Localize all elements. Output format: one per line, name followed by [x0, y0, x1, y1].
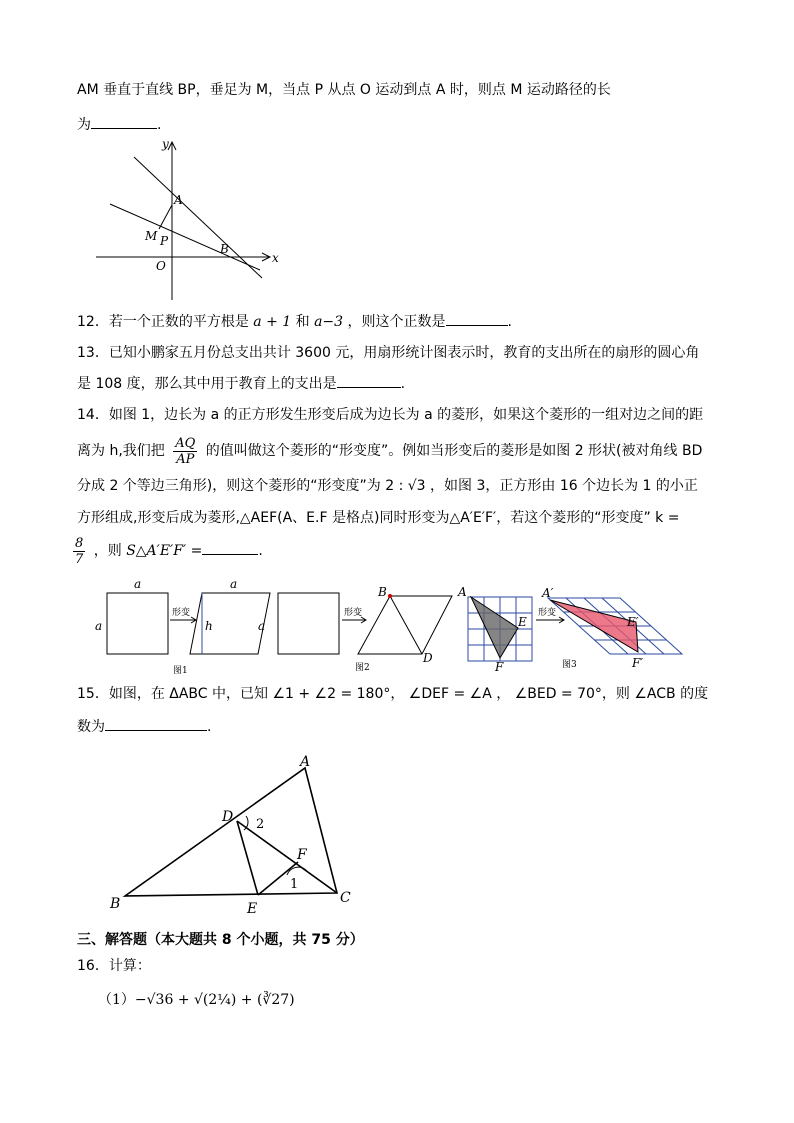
q13-line1: 13．已知小鹏家五月份总支出共计 3600 元，用扇形统计图表示时，教育的支出所在的扇形的圆心角	[77, 345, 700, 361]
fig3-f-prime: F′	[632, 656, 644, 670]
q12-prefix: 12．若一个正数的平方根是	[77, 314, 249, 330]
fig1-a-left: a	[95, 619, 103, 633]
fig-label-1: 图1	[173, 666, 188, 676]
triangle-abc	[125, 768, 337, 896]
label-c: C	[340, 890, 351, 906]
fig-label-3: 图3	[562, 660, 577, 670]
q16-part1: （1）−√36 + √(2¼) + (∛27)	[98, 992, 295, 1008]
fig3-a: A	[458, 585, 467, 599]
q14-l5-prefix: ，则	[93, 543, 122, 559]
fraction-aq-ap: $\frac{AQ}{AP}$	[175, 435, 196, 467]
fig2-d: D	[423, 651, 433, 665]
q13-line2	[77, 373, 405, 394]
fig3-f: F	[495, 660, 504, 674]
q14-line1: 14．如图 1，边长为 a 的正方形发生形变后成为边长为 a 的菱形，如果这个菱形的一组对边之间的距	[77, 407, 704, 423]
q11-line1: AM 垂直于直线 BP，垂足为 M，当点 P 从点 O 运动到点 A 时，则点 M 运动路径的长	[77, 82, 611, 98]
q14-l2-suffix: 的值叫做这个菱形的“形变度”。例如当形变后的菱形是如图 2 形状(被对角线 BD	[205, 443, 703, 459]
figure-q14	[90, 576, 690, 676]
label-b: B	[220, 242, 229, 256]
fig3-e-prime: E′	[627, 615, 639, 629]
q15-line1: 15．如图，在 ΔABC 中，已知 ∠1 + ∠2 = 180°， ∠DEF = ∠A ， ∠BED = 70°，则 ∠ACB 的度	[77, 686, 709, 702]
q12-expr2: a−3	[314, 314, 344, 330]
transform-label-1: 形变	[172, 608, 191, 618]
label-2: 2	[256, 817, 265, 832]
fig3-e: E	[518, 615, 527, 629]
answer-blank-15	[105, 716, 207, 731]
q11-suffix: .	[157, 117, 162, 133]
transform-label-3: 形变	[538, 608, 557, 618]
q15-end: .	[207, 719, 212, 735]
q15-prefix: 数为	[77, 719, 105, 735]
q14-l5-end: .	[258, 543, 263, 559]
fraction-k: $\frac{8}{7}$	[75, 535, 84, 567]
label-x: x	[272, 251, 279, 265]
q12-and: 和	[295, 314, 310, 330]
q14-l2-prefix: 离为 h,我们把	[77, 443, 165, 459]
figure-q15	[100, 748, 370, 928]
label-f: F	[297, 847, 307, 863]
label-b: B	[110, 896, 121, 912]
fig1-a-top2: a	[230, 577, 238, 591]
label-o: O	[156, 259, 166, 273]
q14-line5	[73, 534, 263, 568]
rhombus-2	[358, 596, 452, 654]
label-a: A	[174, 193, 183, 207]
q13-text: 是 108 度，那么其中用于教育上的支出是	[77, 376, 337, 392]
answer-blank-13	[337, 373, 401, 388]
fig1-a-right: a	[258, 619, 266, 633]
label-1: 1	[290, 877, 299, 892]
q14-line2	[77, 434, 702, 468]
triangle-aef	[471, 597, 518, 658]
triangle-aef-prime	[550, 600, 638, 652]
fig1-a-top: a	[134, 577, 142, 591]
q12	[77, 311, 512, 332]
line-ab	[134, 157, 262, 278]
q11-line2	[77, 114, 161, 135]
fig3-a-prime: A′	[542, 586, 554, 600]
q12-end: .	[507, 314, 512, 330]
diagonal-bd	[390, 596, 422, 654]
q11-prefix: 为	[77, 117, 91, 133]
fig2-b: B	[378, 585, 387, 599]
q12-expr1: a + 1	[253, 314, 292, 330]
label-m: M	[145, 229, 158, 243]
label-p: P	[160, 234, 169, 248]
q14-line4: 方形组成,形变后成为菱形,△AEF(A、E.F 是格点)同时形变为△A′E′F′，若这个菱形的“形变度” k =	[77, 510, 680, 526]
answer-blank-12	[446, 311, 508, 326]
q12-suffix: ，则这个正数是	[347, 314, 446, 330]
segment-am	[159, 205, 172, 229]
transform-label-2: 形变	[344, 608, 363, 618]
label-e: E	[247, 901, 258, 917]
q16-title: 16．计算：	[77, 958, 151, 974]
line-bp	[110, 204, 260, 270]
fig1-h: h	[205, 619, 213, 633]
figure-q11	[90, 138, 290, 308]
square-2	[278, 593, 339, 654]
q14-l5-expr: S△A′E′F′ =	[126, 543, 203, 559]
label-a: A	[300, 754, 311, 770]
answer-blank-11	[91, 114, 157, 129]
q13-end: .	[400, 376, 406, 392]
q15-line2	[77, 716, 211, 737]
answer-blank-14	[202, 540, 258, 555]
label-d: D	[222, 809, 234, 825]
section-title: 三、解答题（本大题共 8 个小题，共 75 分）	[77, 932, 364, 948]
label-y: y	[162, 138, 169, 151]
q14-line3: 分成 2 个等边三角形)，则这个菱形的“形变度”为 2 : √3 ，如图 3，正方形由 16 个边长为 1 的小正	[77, 478, 698, 494]
segment-de	[237, 821, 258, 895]
square-1	[107, 593, 168, 654]
fig-label-2: 图2	[355, 663, 370, 673]
